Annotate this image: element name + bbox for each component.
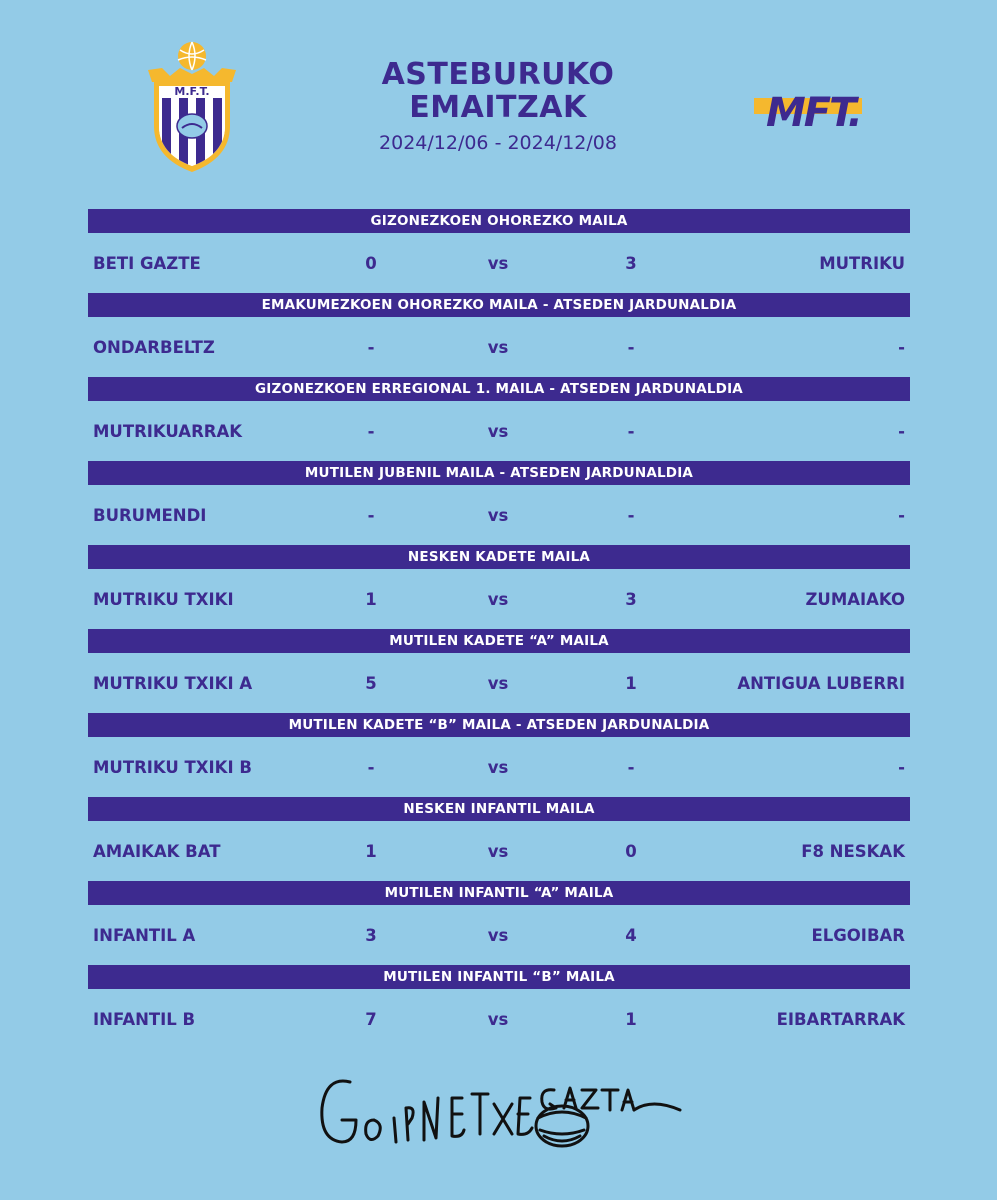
- match-section: [88, 377, 910, 461]
- away-score: 1: [625, 674, 637, 693]
- vs-label: vs: [487, 758, 509, 777]
- league-header: MUTILEN INFANTIL “B” MAILA: [88, 965, 910, 989]
- vs-label: vs: [487, 422, 509, 441]
- vs-label: vs: [487, 590, 509, 609]
- away-score: 3: [625, 590, 637, 609]
- match-row: [88, 401, 910, 461]
- away-team: F8 NESKAK: [801, 842, 905, 861]
- match-row: [88, 905, 910, 965]
- away-score: -: [627, 758, 635, 777]
- match-section: [88, 965, 910, 1049]
- match-section: [88, 293, 910, 377]
- date-range: 2024/12/06 - 2024/12/08: [379, 132, 617, 154]
- home-team: MUTRIKU TXIKI A: [93, 674, 253, 693]
- home-score: -: [367, 506, 375, 525]
- home-team: INFANTIL B: [93, 1010, 196, 1029]
- match-row: [88, 989, 910, 1049]
- match-section: [88, 629, 910, 713]
- league-header: MUTILEN KADETE “B” MAILA - ATSEDEN JARDUNALDIA: [88, 713, 910, 737]
- results-list: [88, 209, 910, 1049]
- mft-brand-logo: [754, 84, 878, 132]
- away-team: ANTIGUA LUBERRI: [737, 674, 905, 693]
- league-header: MUTILEN KADETE “A” MAILA: [88, 629, 910, 653]
- vs-label: vs: [487, 254, 509, 273]
- match-section: [88, 545, 910, 629]
- home-team: ONDARBELTZ: [93, 338, 215, 357]
- svg-text:M.F.T.: M.F.T.: [174, 85, 210, 98]
- home-team: MUTRIKU TXIKI B: [93, 758, 252, 777]
- home-team: AMAIKAK BAT: [93, 842, 221, 861]
- away-team: ZUMAIAKO: [805, 590, 905, 609]
- league-header: MUTILEN INFANTIL “A” MAILA: [88, 881, 910, 905]
- signature-logo: [312, 1068, 684, 1158]
- page-title-line-1: ASTEBURUKO: [381, 57, 615, 92]
- match-row: [88, 821, 910, 881]
- home-score: 3: [365, 926, 377, 945]
- vs-label: vs: [487, 1010, 509, 1029]
- away-team: EIBARTARRAK: [776, 1010, 905, 1029]
- home-team: MUTRIKUARRAK: [93, 422, 243, 441]
- match-section: [88, 209, 910, 293]
- away-score: 0: [625, 842, 637, 861]
- vs-label: vs: [487, 926, 509, 945]
- match-section: [88, 713, 910, 797]
- home-team: MUTRIKU TXIKI: [93, 590, 234, 609]
- match-row: [88, 317, 910, 377]
- away-score: 1: [625, 1010, 637, 1029]
- title-block: [298, 58, 698, 154]
- home-score: -: [367, 338, 375, 357]
- svg-text:Goienetxe Gazta: Goienetxe Gazta: [312, 1068, 321, 1069]
- match-section: [88, 797, 910, 881]
- home-score: -: [367, 758, 375, 777]
- home-score: 7: [365, 1010, 377, 1029]
- away-score: 3: [625, 254, 637, 273]
- home-score: 5: [365, 674, 377, 693]
- match-row: [88, 653, 910, 713]
- vs-label: vs: [487, 506, 509, 525]
- page-title-line-2: EMAITZAK: [409, 90, 587, 125]
- match-row: [88, 737, 910, 797]
- away-score: -: [627, 338, 635, 357]
- away-team: -: [898, 506, 905, 525]
- club-crest-logo: [140, 40, 244, 174]
- match-row: [88, 569, 910, 629]
- away-team: -: [898, 758, 905, 777]
- away-team: MUTRIKU: [819, 254, 905, 273]
- league-header: EMAKUMEZKOEN OHOREZKO MAILA - ATSEDEN JARDUNALDIA: [88, 293, 910, 317]
- away-team: -: [898, 338, 905, 357]
- vs-label: vs: [487, 842, 509, 861]
- match-row: [88, 233, 910, 293]
- home-team: BETI GAZTE: [93, 254, 201, 273]
- away-team: -: [898, 422, 905, 441]
- league-header: NESKEN KADETE MAILA: [88, 545, 910, 569]
- match-section: [88, 881, 910, 965]
- svg-text:MFT.: MFT.: [766, 90, 861, 132]
- home-score: -: [367, 422, 375, 441]
- league-header: GIZONEZKOEN OHOREZKO MAILA: [88, 209, 910, 233]
- home-score: 0: [365, 254, 377, 273]
- home-team: INFANTIL A: [93, 926, 196, 945]
- league-header: GIZONEZKOEN ERREGIONAL 1. MAILA - ATSEDEN JARDUNALDIA: [88, 377, 910, 401]
- away-score: 4: [625, 926, 637, 945]
- match-row: [88, 485, 910, 545]
- home-score: 1: [365, 842, 377, 861]
- home-team: BURUMENDI: [93, 506, 207, 525]
- league-header: NESKEN INFANTIL MAILA: [88, 797, 910, 821]
- home-score: 1: [365, 590, 377, 609]
- away-score: -: [627, 422, 635, 441]
- vs-label: vs: [487, 674, 509, 693]
- vs-label: vs: [487, 338, 509, 357]
- league-header: MUTILEN JUBENIL MAILA - ATSEDEN JARDUNALDIA: [88, 461, 910, 485]
- away-team: ELGOIBAR: [811, 926, 905, 945]
- away-score: -: [627, 506, 635, 525]
- match-section: [88, 461, 910, 545]
